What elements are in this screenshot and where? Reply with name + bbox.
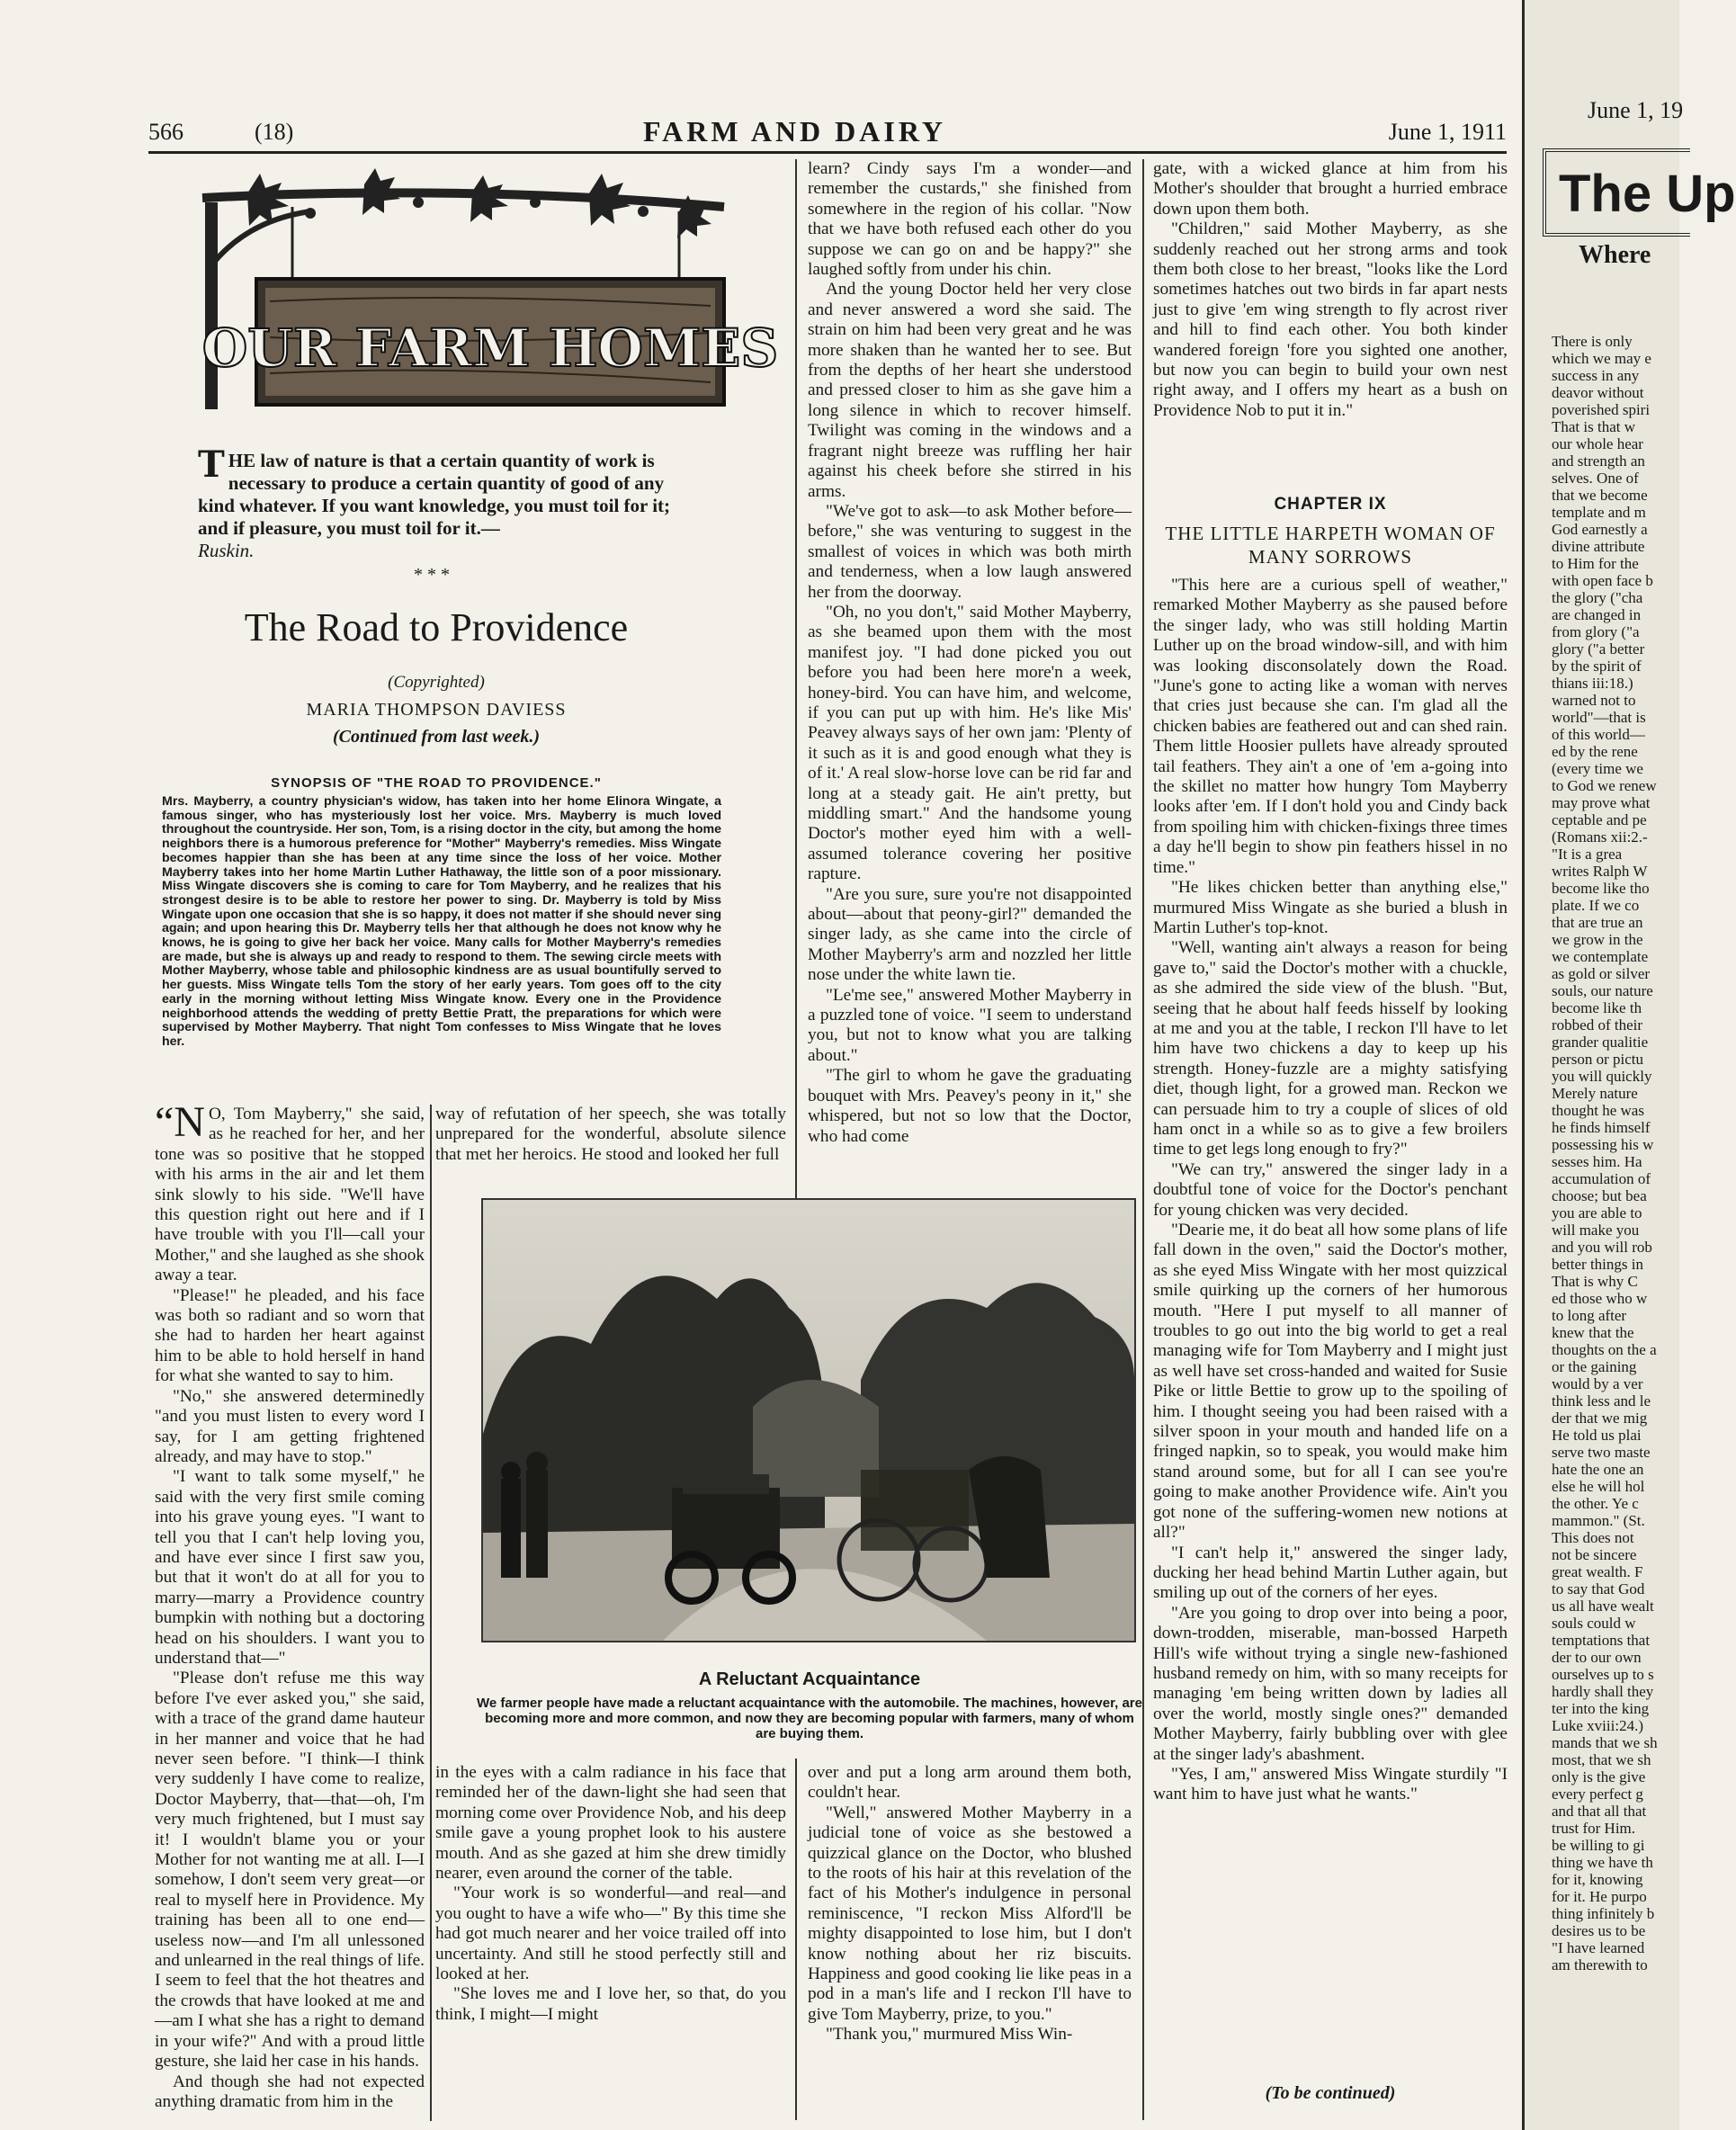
adjacent-text-line: accumulation of: [1552, 1170, 1651, 1187]
story-column-2-bottom: [435, 1763, 786, 2025]
adjacent-text-line: ceptable and pe: [1552, 811, 1647, 828]
adjacent-text-line: ed by the rene: [1552, 743, 1638, 760]
publication-title: FARM AND DAIRY: [643, 115, 946, 148]
adjacent-text-line: we contemplate: [1552, 948, 1649, 965]
story-paragraph: "Thank you," murmured Miss Win-: [826, 2025, 1073, 2045]
story-column-3: [808, 159, 1132, 1147]
adjacent-text-line: thought he was: [1552, 1102, 1644, 1119]
adjacent-text-line: for it. He purpo: [1552, 1888, 1647, 1905]
quote-text: HE law of nature is that a certain quantity of work is necessary to produce a certain quantity of good of any kind whatever. If you want knowledge, you must toil for it; and if pleasure, you must toil for it.—: [198, 450, 671, 539]
adjacent-text-line: that are true an: [1552, 914, 1643, 931]
adjacent-text-line: glory ("a better: [1552, 640, 1645, 658]
photo-illustration: [483, 1200, 1134, 1641]
adjacent-text-line: poverished spiri: [1552, 401, 1651, 418]
adjacent-text-line: hardly shall they: [1552, 1683, 1654, 1700]
adjacent-text-line: we grow in the: [1552, 931, 1643, 948]
adjacent-text-line: and strength an: [1552, 452, 1645, 470]
column-divider: [1142, 159, 1144, 2120]
story-column-2-top: [435, 1105, 786, 1165]
adjacent-text-line: souls, our nature: [1552, 982, 1653, 999]
adjacent-page: [1522, 0, 1736, 2130]
chapter-number: CHAPTER IX: [1274, 495, 1387, 514]
story-paragraph: And though she had not expected anything dramatic from him in the: [155, 2072, 425, 2111]
adjacent-text-line: der that we mig: [1552, 1410, 1648, 1427]
chapter-heading: [1153, 495, 1508, 568]
adjacent-text-line: and that all that: [1552, 1803, 1647, 1820]
adjacent-text-line: only is the give: [1552, 1768, 1646, 1785]
adjacent-text-line: serve two maste: [1552, 1444, 1651, 1461]
story-paragraph: "Oh, no you don't," said Mother Mayberry, as she beamed upon them with the most manifest joy. "I had done picked you out before you had been here more'n a week, honey-bird. You can have him, and welcome, if you can put up with him. He's like Mis' Peavey always says of her own jam: 'Plenty of it such as it is and good enough what they is of it.' A real slow-horse love can be rid far and long at a steady gait. He ain't pretty, but middling smart." And the handsome young Doctor's mother eyed him with a well-assumed tolerance covering her positive rapture.: [808, 602, 1132, 884]
story-paragraph: "Are you going to drop over into being a poor, down-trodden, miserable, man-bossed Harpeth Hill's wife without trying a single new-fashioned husband remedy on him, with so many receipts for managing 'em being written down by ladies all over the world, mostly single ones?" demanded Mother Mayberry, fairly bubbling over with glee at the singer lady's abashment.: [1153, 1603, 1508, 1764]
adjacent-text-line: "I have learned: [1552, 1939, 1645, 1956]
adjacent-text-line: with open face b: [1552, 572, 1653, 589]
adjacent-text-line: thing infinitely b: [1552, 1905, 1655, 1922]
adjacent-text-line: would by a ver: [1552, 1375, 1643, 1392]
adjacent-text-line: ter into the king: [1552, 1700, 1650, 1717]
adjacent-text-line: template and m: [1552, 504, 1646, 521]
adjacent-text-line: and you will rob: [1552, 1239, 1652, 1256]
adjacent-text-line: grander qualitie: [1552, 1034, 1649, 1051]
story-title: The Road to Providence: [244, 605, 629, 649]
adjacent-text-line: our whole hear: [1552, 435, 1643, 452]
author-name: MARIA THOMPSON DAVIESS: [306, 700, 567, 720]
adjacent-text-line: ed those who w: [1552, 1290, 1648, 1307]
header-rule: [148, 151, 1507, 154]
adjacent-text-line: as gold or silver: [1552, 965, 1651, 982]
issue-date: June 1, 1911: [1388, 119, 1507, 145]
chapter-title: THE LITTLE HARPETH WOMAN OF MANY SORROWS: [1165, 523, 1496, 568]
story-paragraph: "She loves me and I love her, so that, do you think, I might—I might: [435, 1984, 786, 2024]
photo-caption-title: A Reluctant Acquaintance: [698, 1669, 921, 1689]
adjacent-text-line: to God we renew: [1552, 777, 1657, 794]
photo-caption-text: We farmer people have made a reluctant acquaintance with the automobile. The machines, however, are becoming more and more common, and now they are becoming popular with farmers, many of whom are buying them.: [477, 1696, 1142, 1741]
adjacent-text-line: become like th: [1552, 999, 1642, 1016]
adjacent-text-line: which we may e: [1552, 350, 1651, 367]
adjacent-text-line: God earnestly a: [1552, 521, 1648, 538]
adjacent-text-line: us all have wealt: [1552, 1598, 1654, 1615]
adjacent-text-line: robbed of their: [1552, 1016, 1643, 1034]
adjacent-text-line: thing we have th: [1552, 1854, 1653, 1871]
our-farm-homes-banner: [193, 166, 779, 427]
story-paragraph: "Please don't refuse me this way before I've ever asked you," she said, with a trace of the grand dame hauteur in her manner and voice that he had never seen before. "I think—I think very suddenly I have come to realize, Doctor Mayberry, that—that—oh, I'm very much frightened, but I must say it! I wouldn't blame you or your Mother for not wanting me at all. I—I somehow, I don't seem very great—or real to myself here in Providence. My training has been all to one end—useless now—and I'm all unlessoned and unlearned in the real things of life. I seem to feel that the hot theatres and the crowds that have looked at me and—am I what she has a right to demand in your wife?" And with a proud little gesture, she laid her case in his hands.: [155, 1669, 425, 2072]
story-paragraph: "We can try," answered the singer lady in a doubtful tone of voice for the Doctor's penchant for young chicken was very decided.: [1153, 1159, 1508, 1220]
story-paragraph: "Le'me see," answered Mother Mayberry in a puzzled tone of voice. "I seem to understand you, but not to know what you are talking about.": [808, 985, 1132, 1065]
adjacent-text-line: There is only: [1552, 333, 1633, 350]
adjacent-text-line: mammon." (St.: [1552, 1512, 1645, 1529]
column-divider: [430, 1105, 432, 2121]
adjacent-text-line: become like tho: [1552, 880, 1650, 897]
story-paragraph: way of refutation of her speech, she was totally unprepared for the wonderful, absolute silence that met her heroics. He stood and looked her full: [435, 1105, 786, 1164]
ornament-divider: * * *: [414, 565, 450, 585]
story-paragraph: "This here are a curious spell of weather," remarked Mother Mayberry as she paused before the singer lady, who was still holding Martin Luther up on the broad window-sill, and with him was looking disconsolately down the Road. "June's gone to acting like a woman with nerves that cries just because she can. I'm glad all the chicken babies are feathered out and can shed rain. Them little Hoosier pullets have already sprouted tail feathers. They ain't a one of 'em a-going into the skillet no matter how hungry Tom Mayberry looks after 'em. If I don't hold you and Cindy back from spoiling him with chicken-fixings three times a day he'll begin to show pin feathers hissel in no time.": [1153, 576, 1508, 877]
story-column-4: [1153, 576, 1508, 1805]
adjacent-text-line: am therewith to: [1552, 1956, 1648, 1973]
copyright-note: (Copyrighted): [388, 673, 485, 692]
story-paragraph: "Well," answered Mother Mayberry in a judicial tone of voice as she bestowed a quizzical glance on the Doctor, who blushed to the roots of his hair at this revelation of the fact of his Mother's indulgence in personal reminiscence, "I reckon Miss Alford'll be mighty disappointed to lose him, but I don't know nothing about her riz biscuits. Happiness and good cooking lie like peas in a pod in a man's life and I reckon I'll have to give Tom Mayberry, prize, to you.": [808, 1803, 1132, 2024]
adjacent-text-line: knew that the: [1552, 1324, 1634, 1341]
adjacent-text-line: will make you: [1552, 1222, 1640, 1239]
column-divider: [795, 159, 797, 1321]
story-paragraph: “N O, Tom Mayberry," she said, as he reached for her, and her tone was so positive that he stopped with his arms in the air and let them sink slowly to his side. "We'll have this question right out here and if I have trouble with you I'll—call your Mother," and she laughed as she shook away a tear.: [155, 1098, 425, 1285]
adjacent-page-date: June 1, 19: [1588, 97, 1684, 123]
column-divider: [795, 1759, 797, 2120]
adjacent-text-line: thians iii:18.): [1552, 675, 1633, 692]
to-be-continued: (To be continued): [1265, 2083, 1396, 2103]
adjacent-title: The Up: [1559, 165, 1736, 223]
adjacent-text-line: you will quickly: [1552, 1068, 1652, 1085]
adjacent-text-line: are changed in: [1552, 606, 1642, 623]
adjacent-text-line: writes Ralph W: [1552, 863, 1648, 880]
adjacent-text-line: most, that we sh: [1552, 1751, 1651, 1768]
story-paragraph: And the young Doctor held her very close and never answered a word she said. The strain on him had been very great and he was more shaken than he wanted her to see. But from the depths of her heart she understood and pressed closer to him as she gave him a long silence in which to recover himself. Twilight was coming in the windows and a fragrant night breeze was ruffling her hair against his cheek before she stirred in his arms.: [808, 280, 1132, 501]
banner-text: OUR FARM HOMES: [201, 318, 779, 379]
story-column-3-bottom: [808, 1763, 1132, 2045]
adjacent-text-line: success in any: [1552, 367, 1640, 384]
adjacent-text-line: else he will hol: [1552, 1478, 1645, 1495]
adjacent-text-line: mands that we sh: [1552, 1734, 1658, 1751]
adjacent-text-line: thoughts on the a: [1552, 1341, 1657, 1358]
story-paragraph: "The girl to whom he gave the graduating bouquet with Mrs. Peavey's peony in it," she whispered, but not so low that the Doctor, who had come: [808, 1066, 1132, 1146]
story-paragraph: "We've got to ask—to ask Mother before—before," she was venturing to suggest in the smallest of voices in which was both mirth and tenderness, when a low laugh answered her from the doorway.: [808, 501, 1132, 602]
adjacent-text-line: every perfect g: [1552, 1785, 1643, 1803]
story-paragraph: "Yes, I am," answered Miss Wingate sturdily "I want him to have just what he wants.": [1153, 1764, 1508, 1804]
adjacent-text-line: think less and le: [1552, 1392, 1651, 1410]
adjacent-subtitle: Where: [1579, 241, 1651, 269]
drop-cap: “N: [155, 1098, 205, 1146]
story-paragraph: "Children," said Mother Mayberry, as she suddenly reached out her strong arms and took them both close to her breast, "looks like the Lord sometimes hatches out two birds in far apart nests just to give 'em wing strength to fly acrost river and hill to find each other. You both kinder wandered foreign 'fore you sighted one another, but now you can begin to build your own nest right away, and I offers my heart as a bush on Providence Nob to put it in.": [1153, 219, 1508, 420]
adjacent-text-line: souls could w: [1552, 1615, 1636, 1632]
adjacent-text-line: the glory ("cha: [1552, 589, 1643, 606]
synopsis-heading: SYNOPSIS OF "THE ROAD TO PROVIDENCE.": [271, 775, 602, 791]
adjacent-text-line: or the gaining: [1552, 1358, 1637, 1375]
adjacent-text-line: warned not to: [1552, 692, 1636, 709]
adjacent-text-line: to long after: [1552, 1307, 1627, 1324]
adjacent-text-line: person or pictu: [1552, 1051, 1643, 1068]
story-paragraph: "Are you sure, sure you're not disappointed about—about that peony-girl?" demanded the singer lady, as she came into the circle of Mother Mayberry's arm and nozzled her little nose under the white lawn tie.: [808, 884, 1132, 985]
story-paragraph: "No," she answered determinedly "and you must listen to every word I say, for I am getting frightened already, and may have to stop.": [155, 1386, 425, 1466]
adjacent-text-line: That is that w: [1552, 418, 1636, 435]
adjacent-text: [1552, 333, 1687, 1973]
adjacent-text-line: der to our own: [1552, 1649, 1642, 1666]
adjacent-text-line: for it, knowing: [1552, 1871, 1643, 1888]
story-paragraph: "I want to talk some myself," he said with the very first smile coming into his grave young eyes. "I want to tell you that I can't help loving you, and have ever since I first saw you, but that it won't do at all for you to marry—marry a Providence country bumpkin with nothing but a doctoring head on his shoulders. I want you to understand that—": [155, 1467, 425, 1668]
story-paragraph: in the eyes with a calm radiance in his face that reminded her of the dawn-light she had seen that morning come over Providence Nob, and his deep smile gave a young prophet look to his austere mouth. And as she gazed at him she drew timidly nearer, even around the corner of the table.: [435, 1763, 786, 1884]
adjacent-text-line: deavor without: [1552, 384, 1644, 401]
adjacent-text-line: to say that God: [1552, 1580, 1645, 1598]
adjacent-text-line: divine attribute: [1552, 538, 1645, 555]
adjacent-text-line: Luke xviii:24.): [1552, 1717, 1643, 1734]
adjacent-text-line: you are able to: [1552, 1204, 1642, 1222]
section-number: (18): [255, 119, 294, 145]
adjacent-text-line: he finds himself: [1552, 1119, 1651, 1136]
continued-note: (Continued from last week.): [332, 727, 540, 747]
adjacent-text-line: selves. One of: [1552, 470, 1639, 487]
adjacent-text-line: not be sincere: [1552, 1546, 1637, 1563]
story-paragraph: "Your work is so wonderful—and real—and you ought to have a wife who—" By this time she had got much nearer and her voice trailed off into uncertainty. And still he stood perfectly still and looked at her.: [435, 1884, 786, 1984]
adjacent-text-line: world"—that is: [1552, 709, 1646, 726]
adjacent-text-line: ourselves up to s: [1552, 1666, 1654, 1683]
adjacent-text-line: be willing to gi: [1552, 1837, 1645, 1854]
synopsis-text: Mrs. Mayberry, a country physician's widow, has taken into her home Elinora Wingate, a famous singer, who has mysteriously lost her voice. Mrs. Mayberry is much loved throughout the countryside. Her son, Tom, is a rising doctor in the city, but among the home neighbors there is a humorous preference for "Mother" Mayberry's remedies. Miss Wingate becomes happier than she has been at any time since the loss of her voice. Mother Mayberry takes into her home Martin Luther Hathaway, the little son of a poor missionary. Miss Wingate discovers she is coming to care for Tom Mayberry, and he realizes that his strongest desire is to be able to restore her power to sing. Dr. Mayberry is told by Miss Wingate upon one occasion that she is so happy, it does not matter if she should never sing again; and upon hearing this Dr. Mayberry tells her that although he does not know why he knows, he is going to give her back her voice. Many calls for Mother Mayberry's remedies are made, but she is always up and ready to respond to them. The sewing circle meets with Mother Mayberry, whose table and philosophic kindness are as usual bountifully served to her guests. Miss Wingate tells Tom the story of her early years. Tom goes off to the city early in the morning without letting Miss Wingate know. Every one in the Providence neighborhood attends the wedding of pretty Bettie Pratt, the preparations for which were supervised by Mother Mayberry. That night Tom confesses to Miss Wingate that he loves her.: [162, 794, 721, 1049]
adjacent-text-line: of this world—: [1552, 726, 1645, 743]
adjacent-text-line: temptations that: [1552, 1632, 1651, 1649]
adjacent-text-line: sesses him. Ha: [1552, 1153, 1642, 1170]
story-paragraph: "I can't help it," answered the singer lady, ducking her head behind Martin Luther again, but smiling up out of the corners of her eyes.: [1153, 1543, 1508, 1603]
story-column-4-top: [1153, 159, 1508, 421]
adjacent-text-line: (every time we: [1552, 760, 1643, 777]
adjacent-text-line: choose; but bea: [1552, 1187, 1647, 1204]
ruskin-quote: [198, 443, 702, 562]
page-number: 566: [148, 119, 183, 145]
adjacent-text-line: That is why C: [1552, 1273, 1638, 1290]
banner-sign-illustration: [193, 166, 779, 427]
adjacent-text-line: desires us to be: [1552, 1922, 1646, 1939]
story-paragraph: "Please!" he pleaded, and his face was both so radiant and so worn that she had to harden her heart against him to be able to hold herself in hand for what she wanted to say to him.: [155, 1285, 425, 1386]
quote-drop-cap: T: [198, 443, 225, 486]
story-paragraph: "Dearie me, it do beat all how some plans of life fall down in the oven," said the Doctor's mother, as she eyed Miss Wingate with her most quizzical smile quirking up the corners of her humorous mouth. "Here I put myself to all manner of troubles to go out into the big world to get a real managing wife for Tom Mayberry and I might just as well have set cross-handed and waited for Susie Pike or little Bettie to grow up to the spoiling of him. I thought seeing you had been raised with a silver spoon in your mouth and handed life on a fringed napkin, so to speak, you would make him stand around some, but for all I can see you're going to make another Providence wife. Ain't you got none of the suffering-women new notions at all?": [1153, 1221, 1508, 1543]
story-paragraph: gate, with a wicked glance at him from his Mother's shoulder that brought a hurried embrace down upon them both.: [1153, 159, 1508, 219]
adjacent-text-line: by the spirit of: [1552, 658, 1642, 675]
story-column-1: [155, 1098, 425, 2112]
story-paragraph: over and put a long arm around them both, couldn't hear.: [808, 1763, 1132, 1803]
adjacent-text-line: may prove what: [1552, 794, 1651, 811]
page-header: [148, 115, 1507, 151]
story-paragraph: "Well, wanting ain't always a reason for being gave to," said the Doctor's mother with a chuckle, as she admired the side view of the blush. "But, seeing that he about half feeds hisself by looking at me and you at the table, I reckon I'll have to let him have two chickens a day to keep up his strength. Honey-fuzzle are a mighty satisfying diet, though light, for a growed man. Reckon we can persuade him to try a couple of slices of old ham onct in a while so as to give a few broilers time to get legs long enough to fry?": [1153, 938, 1508, 1159]
adjacent-text-line: that we become: [1552, 487, 1648, 504]
adjacent-text-line: hate the one an: [1552, 1461, 1644, 1478]
adjacent-text-line: better things in: [1552, 1256, 1643, 1273]
adjacent-text-line: to Him for the: [1552, 555, 1639, 572]
quote-source: Ruskin.: [198, 540, 255, 561]
adjacent-text-line: possessing his w: [1552, 1136, 1654, 1153]
adjacent-text-line: from glory ("a: [1552, 623, 1640, 640]
adjacent-text-line: Merely nature: [1552, 1085, 1638, 1102]
adjacent-text-line: the other. Ye c: [1552, 1495, 1639, 1512]
story-paragraph: "He likes chicken better than anything else," murmured Miss Wingate as she buried a blush in Martin Luther's top-knot.: [1153, 878, 1508, 937]
adjacent-text-line: He told us plai: [1552, 1427, 1642, 1444]
adjacent-text-line: trust for Him.: [1552, 1820, 1636, 1837]
adjacent-text-line: "It is a grea: [1552, 846, 1623, 863]
adjacent-text-line: This does not: [1552, 1529, 1634, 1546]
story-paragraph: learn? Cindy says I'm a wonder—and remember the custards," she finished from somewhere in the region of his collar. "Now that we have both refused each other do you suppose we can go on and be happy?" she laughed softly from under his chin.: [808, 159, 1132, 280]
automobile-photo: [481, 1198, 1136, 1642]
adjacent-text-line: great wealth. F: [1552, 1563, 1643, 1580]
adjacent-text-line: (Romans xii:2.-: [1552, 828, 1648, 846]
adjacent-text-line: plate. If we co: [1552, 897, 1640, 914]
